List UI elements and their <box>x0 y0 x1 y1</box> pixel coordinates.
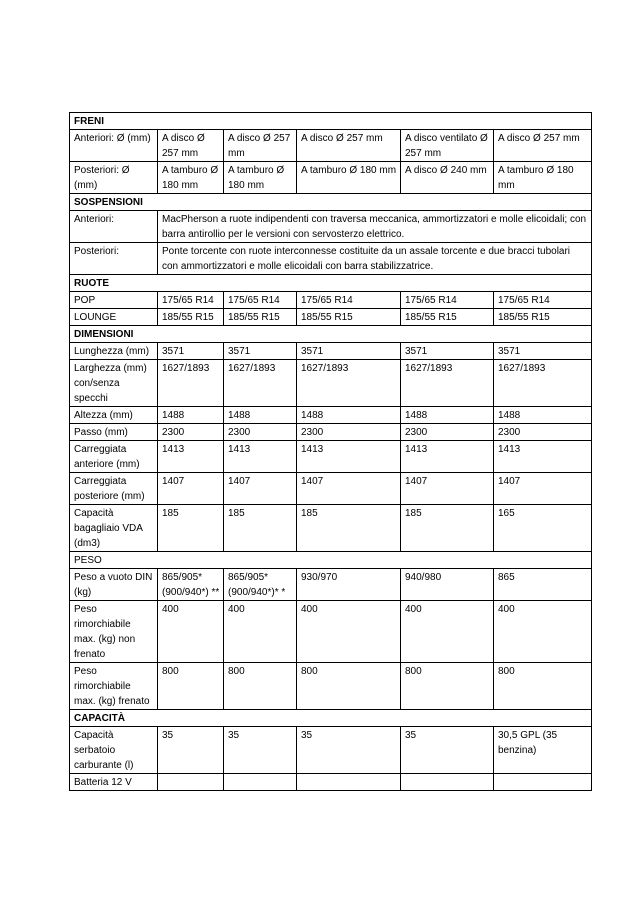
table-cell: 185/55 R15 <box>224 309 297 326</box>
section-header-row <box>70 113 592 130</box>
table-row <box>70 505 592 552</box>
table-cell: 1488 <box>158 407 224 424</box>
table-cell: A disco ventilato Ø 257 mm <box>401 130 494 162</box>
table-cell: 940/980 <box>401 569 494 601</box>
table-cell: 35 <box>297 727 401 774</box>
row-label: Posteriori: Ø (mm) <box>70 162 158 194</box>
table-cell: A tamburo Ø 180 mm <box>158 162 224 194</box>
table-cell: 865/905* (900/940*) ** <box>158 569 224 601</box>
table-row <box>70 243 592 275</box>
table-cell: 35 <box>158 727 224 774</box>
table-row <box>70 407 592 424</box>
table-cell: 400 <box>494 601 592 663</box>
table-cell: 3571 <box>401 343 494 360</box>
table-cell: 35 <box>401 727 494 774</box>
table-cell: 185 <box>158 505 224 552</box>
section-header: RUOTE <box>70 275 592 292</box>
table-cell: 1488 <box>224 407 297 424</box>
row-label: Carreggiata posteriore (mm) <box>70 473 158 505</box>
table-cell: 800 <box>158 663 224 710</box>
table-cell <box>158 774 224 791</box>
table-cell: 930/970 <box>297 569 401 601</box>
table-cell: 800 <box>401 663 494 710</box>
table-cell: 1413 <box>401 441 494 473</box>
table-cell: A disco Ø 257 mm <box>158 130 224 162</box>
section-header-row <box>70 275 592 292</box>
table-cell: 1407 <box>401 473 494 505</box>
table-cell: 1413 <box>224 441 297 473</box>
table-row <box>70 343 592 360</box>
table-cell: 175/65 R14 <box>494 292 592 309</box>
table-cell: 30,5 GPL (35 benzina) <box>494 727 592 774</box>
table-cell: 800 <box>297 663 401 710</box>
table-cell: A disco Ø 257 mm <box>297 130 401 162</box>
row-label: Lunghezza (mm) <box>70 343 158 360</box>
table-cell: A tamburo Ø 180 mm <box>494 162 592 194</box>
table-cell: 2300 <box>158 424 224 441</box>
row-label: Anteriori: <box>70 211 158 243</box>
table-cell: 1413 <box>297 441 401 473</box>
table-cell: 175/65 R14 <box>158 292 224 309</box>
table-cell: 1488 <box>401 407 494 424</box>
table-row <box>70 774 592 791</box>
row-label: Carreggiata anteriore (mm) <box>70 441 158 473</box>
section-header: DIMENSIONI <box>70 326 592 343</box>
spec-table <box>69 112 592 791</box>
row-label: Capacità serbatoio carburante (l) <box>70 727 158 774</box>
table-cell: 1413 <box>494 441 592 473</box>
table-row <box>70 424 592 441</box>
table-cell: 185/55 R15 <box>158 309 224 326</box>
table-cell: 1407 <box>297 473 401 505</box>
table-cell: 1413 <box>158 441 224 473</box>
row-label: Peso rimorchiabile max. (kg) non frenato <box>70 601 158 663</box>
table-cell: 400 <box>224 601 297 663</box>
table-row <box>70 309 592 326</box>
section-header-row <box>70 710 592 727</box>
row-label: Passo (mm) <box>70 424 158 441</box>
row-description: Ponte torcente con ruote interconnesse costituite da un assale torcente e due bracci tubolari con ammortizzatori e molle elicoidali con barra stabilizzatrice. <box>158 243 592 275</box>
row-label: Capacità bagagliaio VDA (dm3) <box>70 505 158 552</box>
table-cell: 185/55 R15 <box>297 309 401 326</box>
section-header-row <box>70 326 592 343</box>
table-cell: 400 <box>297 601 401 663</box>
table-cell: A disco Ø 257 mm <box>224 130 297 162</box>
table-cell: 1407 <box>158 473 224 505</box>
table-cell: A disco Ø 257 mm <box>494 130 592 162</box>
row-label: Peso a vuoto DIN (kg) <box>70 569 158 601</box>
table-cell: 1488 <box>494 407 592 424</box>
table-row <box>70 727 592 774</box>
table-row <box>70 162 592 194</box>
table-cell <box>297 774 401 791</box>
table-cell: 185 <box>297 505 401 552</box>
table-row <box>70 441 592 473</box>
section-header: FRENI <box>70 113 592 130</box>
section-header-row <box>70 552 592 569</box>
table-cell: 175/65 R14 <box>224 292 297 309</box>
table-row <box>70 601 592 663</box>
table-row <box>70 473 592 505</box>
table-row <box>70 130 592 162</box>
table-cell <box>224 774 297 791</box>
table-cell: 2300 <box>401 424 494 441</box>
spec-table-body <box>70 113 592 791</box>
row-label: Batteria 12 V <box>70 774 158 791</box>
table-cell: 1488 <box>297 407 401 424</box>
table-cell: 1627/1893 <box>224 360 297 407</box>
row-description: MacPherson a ruote indipendenti con traversa meccanica, ammortizzatori e molle elicoidali; con barra antirollio per le versioni con servosterzo elettrico. <box>158 211 592 243</box>
table-cell: 165 <box>494 505 592 552</box>
table-cell: 3571 <box>494 343 592 360</box>
table-cell: 2300 <box>494 424 592 441</box>
row-label: Altezza (mm) <box>70 407 158 424</box>
table-cell: 800 <box>224 663 297 710</box>
table-row <box>70 663 592 710</box>
table-row <box>70 360 592 407</box>
table-cell: 185 <box>224 505 297 552</box>
table-cell: 865/905* (900/940*)* * <box>224 569 297 601</box>
table-cell: 3571 <box>224 343 297 360</box>
table-cell: 3571 <box>158 343 224 360</box>
row-label: Larghezza (mm) con/senza specchi <box>70 360 158 407</box>
table-cell: 1627/1893 <box>401 360 494 407</box>
section-header: CAPACITÀ <box>70 710 592 727</box>
table-cell: 1627/1893 <box>297 360 401 407</box>
table-cell: A disco Ø 240 mm <box>401 162 494 194</box>
table-cell: 1407 <box>494 473 592 505</box>
table-cell: 800 <box>494 663 592 710</box>
table-cell: 185/55 R15 <box>494 309 592 326</box>
table-cell: 175/65 R14 <box>297 292 401 309</box>
table-cell: 1627/1893 <box>494 360 592 407</box>
table-cell: 2300 <box>224 424 297 441</box>
table-cell: 2300 <box>297 424 401 441</box>
row-label: LOUNGE <box>70 309 158 326</box>
table-cell: 35 <box>224 727 297 774</box>
table-row <box>70 211 592 243</box>
table-cell: 3571 <box>297 343 401 360</box>
table-cell <box>401 774 494 791</box>
section-header: PESO <box>70 552 592 569</box>
table-row <box>70 569 592 601</box>
table-cell: 400 <box>401 601 494 663</box>
section-header: SOSPENSIONI <box>70 194 592 211</box>
table-cell: 185/55 R15 <box>401 309 494 326</box>
section-header-row <box>70 194 592 211</box>
table-row <box>70 292 592 309</box>
table-cell <box>494 774 592 791</box>
table-cell: 1627/1893 <box>158 360 224 407</box>
row-label: POP <box>70 292 158 309</box>
table-cell: 1407 <box>224 473 297 505</box>
table-cell: 175/65 R14 <box>401 292 494 309</box>
table-cell: A tamburo Ø 180 mm <box>297 162 401 194</box>
table-cell: 865 <box>494 569 592 601</box>
row-label: Anteriori: Ø (mm) <box>70 130 158 162</box>
table-cell: A tamburo Ø 180 mm <box>224 162 297 194</box>
row-label: Posteriori: <box>70 243 158 275</box>
table-cell: 400 <box>158 601 224 663</box>
table-cell: 185 <box>401 505 494 552</box>
row-label: Peso rimorchiabile max. (kg) frenato <box>70 663 158 710</box>
